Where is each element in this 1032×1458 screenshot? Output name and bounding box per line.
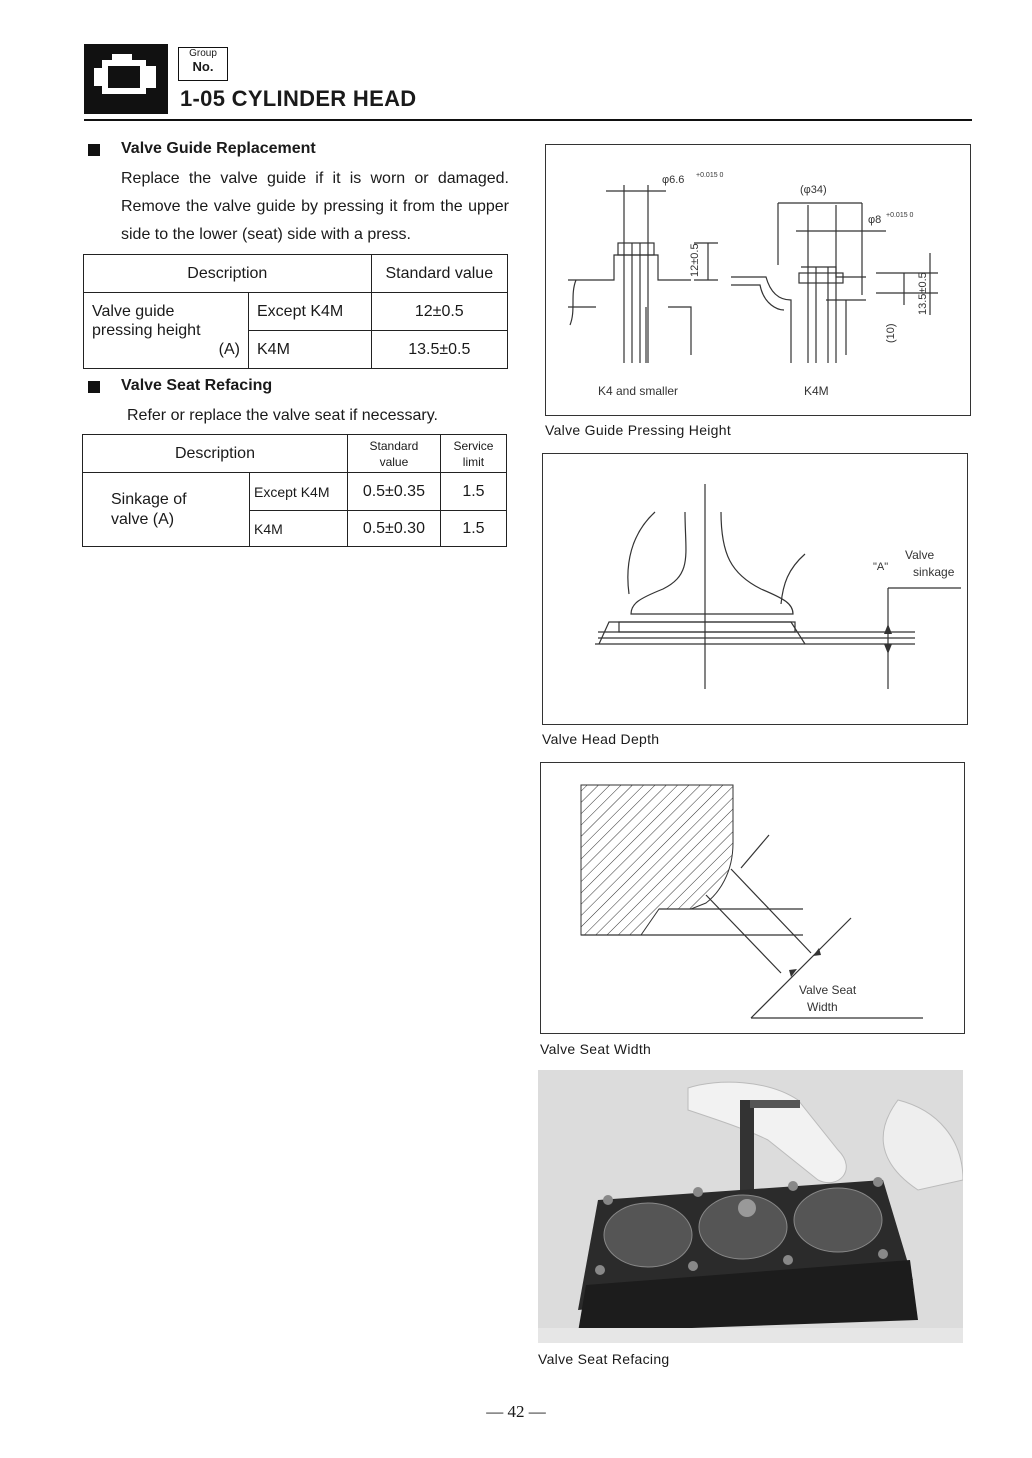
valve-guide-text: Replace the valve guide if it is worn or damaged. Remove the valve guide by pressing it from the upper side to the lower (seat) side with a press. [121, 170, 509, 243]
header-divider [84, 119, 972, 121]
table-header-description: Description [83, 435, 348, 473]
header-line: Service [453, 438, 494, 453]
table-cell-model: Except K4M [250, 473, 348, 511]
valve-seat-text: Refer or replace the valve seat if necessary. [127, 407, 438, 424]
caption-valve-guide: Valve Guide Pressing Height [545, 422, 732, 438]
table-cell-model: K4M [249, 331, 372, 369]
label-valve: Valve [905, 548, 935, 562]
label-k4m: K4M [804, 384, 829, 398]
label-k4-smaller: K4 and smaller [598, 384, 679, 398]
valve-head-depth-diagram [543, 454, 967, 724]
dim-12: 12±0.5 [689, 243, 701, 277]
table-cell-standard: 0.5±0.35 [347, 473, 440, 511]
section-heading-valve-guide: Valve Guide Replacement [121, 140, 316, 157]
figure-valve-head-depth [542, 453, 968, 725]
page-title: 1-05 CYLINDER HEAD [180, 86, 417, 111]
valve-seat-table [82, 434, 507, 547]
dim-d66-tol: +0.015 0 [696, 172, 724, 179]
refacing-photo-illustration [538, 1070, 963, 1343]
table-cell-standard: 0.5±0.30 [347, 511, 440, 547]
dim-d66: φ6.6 [662, 174, 685, 186]
table-header-service-limit [440, 435, 506, 473]
valve-guide-table [83, 254, 508, 369]
row-label-line: (A) [218, 341, 240, 358]
dim-d8: φ8 [868, 214, 882, 226]
table-row-label [84, 293, 249, 369]
dim-d8-tol: +0.015 0 [886, 212, 914, 219]
valve-guide-diagram [546, 145, 970, 415]
row-label-line: valve (A) [111, 510, 175, 528]
dim-10: (10) [885, 323, 897, 343]
label-a: "A" [873, 561, 889, 573]
section-heading-valve-seat: Valve Seat Refacing [121, 377, 273, 394]
row-label-line: Sinkage of [111, 490, 187, 508]
table-header-standard: Standard value [371, 255, 507, 293]
caption-valve-head-depth: Valve Head Depth [542, 731, 660, 747]
table-cell-standard: 12±0.5 [371, 293, 507, 331]
table-header-description: Description [84, 255, 372, 293]
caption-valve-seat-refacing: Valve Seat Refacing [538, 1351, 670, 1367]
table-cell-limit: 1.5 [440, 511, 506, 547]
dim-d34: (φ34) [800, 184, 827, 196]
table-header-standard [347, 435, 440, 473]
dim-135: 13.5±0.5 [917, 272, 929, 315]
figure-valve-guide-pressing [545, 144, 971, 416]
caption-valve-seat-width: Valve Seat Width [540, 1041, 652, 1057]
table-row-label [83, 473, 250, 547]
header-line: limit [462, 454, 485, 469]
table-cell-limit: 1.5 [440, 473, 506, 511]
valve-seat-width-diagram [541, 763, 964, 1033]
table-cell-model: K4M [250, 511, 348, 547]
table-cell-standard: 13.5±0.5 [371, 331, 507, 369]
label-seat-width-2: Width [807, 1000, 838, 1014]
section-bullet [88, 381, 100, 393]
figure-valve-seat-width [540, 762, 965, 1034]
row-label-line: pressing height [92, 322, 201, 339]
page-number: — 42 — [486, 1402, 546, 1421]
section-bullet [88, 144, 100, 156]
header-line: Standard [369, 438, 419, 453]
group-number-box [178, 47, 228, 81]
photo-valve-seat-refacing [538, 1070, 963, 1343]
table-cell-model: Except K4M [249, 293, 372, 331]
group-label: Group [189, 48, 217, 59]
label-seat-width-1: Valve Seat [799, 983, 857, 997]
label-sinkage: sinkage [913, 565, 955, 579]
group-no-label: No. [192, 59, 214, 74]
engine-group-icon [84, 44, 168, 114]
header-line: value [379, 454, 409, 469]
row-label-line: Valve guide [92, 303, 175, 320]
